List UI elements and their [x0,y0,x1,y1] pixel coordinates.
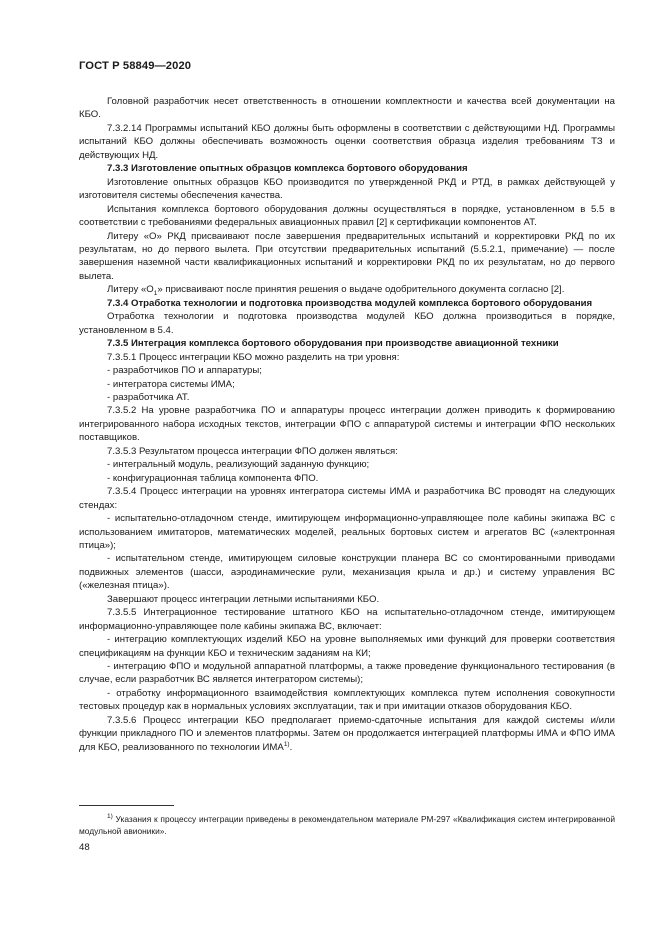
footnote [79,813,615,837]
list-item: - интегральный модуль, реализующий заданную функцию; [107,459,370,471]
paragraph: 7.3.2.14 Программы испытаний КБО должны быть оформлены в соответствии с действующими НД. Программы испытаний КБО должны обеспечивать возможность оценки соответствия образца изделия требованиям ТЗ и действующих НД. [79,122,615,161]
footnote-divider [79,805,174,806]
footnote-mark: 1) [107,813,113,821]
list-item: - конфигурационная таблица компонента ФПО. [107,472,319,484]
page-number: 48 [79,842,90,853]
paragraph: 7.3.5.2 На уровне разработчика ПО и аппаратуры процесс интеграции должен приводить к формированию интегрированного набора исходных текстов, интеграции ФПО с аппаратурой системы и интеграции ФПО нескольких поставщиков. [79,405,615,444]
list-item: - испытательно-отладочном стенде, имитирующем информационно-управляющее поле кабины экипажа ВС с использованием имитаторов, математических моделей, реальных бортовых систем и агрегатов ВС («электронная птица»); [79,513,615,551]
list-item: - интеграцию комплектующих изделий КБО на уровне выполняемых ими функций для проверки соответствия спецификациям на функции КБО и техническим заданиям на КИ; [79,634,615,659]
list-item: - интегратора системы ИМА; [107,378,235,390]
paragraph: Головной разработчик несет ответственность в отношении комплектности и качества всей документации на КБО. [79,96,615,121]
section-heading: 7.3.3 Изготовление опытных образцов комплекса бортового оборудования [107,163,468,175]
list-item: - разработчика АТ. [107,391,190,403]
document-body [79,95,615,754]
section-heading: 7.3.4 Отработка технологии и подготовка производства модулей комплекса бортового оборудования [107,297,593,309]
list-item: - испытательном стенде, имитирующем силовые конструкции планера ВС со смонтированными приводами подвижных элементов (шасси, аэродинамические рули, механизация крыла и др.) и систему управления ВС («железная птица»). [79,553,615,592]
paragraph-text: 7.3.5.6 Процесс интеграции КБО предполагает приемо-сдаточные испытания для каждой системы и/или функции прикладного ПО и элементов платформы. Затем он продолжается интеграцией платформы ИМА и ФПО ИМА для КБО, реализованного по технологии ИМА [79,714,615,753]
paragraph: Литеру «О» РКД присваивают после завершения предварительных испытаний и корректировки РКД по их результатам, но до первого вылета. При отсутствии предварительных испытаний (5.5.2.1, примечание) — после завершения наземной части квалификационных испытаний и корректировки РКД по их результатам, но до первого вылета. [79,230,615,282]
paragraph: Испытания комплекса бортового оборудования должны осуществляться в порядке, установленном в 5.5 в соответствии с требованиями федеральных авиационных правил [2] к сертификации компонентов АТ. [79,203,615,229]
list-item: - отработку информационного взаимодействия комплектующих комплекса путем исполнения совокупности тестовых процедур как в нормальных условиях эксплуатации, так и при имитации отказов оборудования КБО. [79,687,615,713]
paragraph: 7.3.5.1 Процесс интеграции КБО можно разделить на три уровня: [107,351,400,363]
list-item: - разработчиков ПО и аппаратуры; [107,365,262,377]
document-header: ГОСТ Р 58849—2020 [79,60,192,72]
paragraph [79,283,615,296]
section-heading: 7.3.5 Интеграция комплекса бортового оборудования при производстве авиационной техники [107,338,559,350]
paragraph: Изготовление опытных образцов КБО производится по утвержденной РКД и РТД, в рамках действующей у изготовителя системы обеспечения качества. [79,176,615,202]
paragraph-text: » присваивают после принятия решения о выдаче одобрительного документа согласно [2]. [157,284,565,296]
paragraph [79,714,615,754]
paragraph: Завершают процесс интеграции летными испытаниями КБО. [107,593,380,605]
paragraph: 7.3.5.3 Результатом процесса интеграции ФПО должен являться: [107,445,398,457]
footnote-text: Указания к процессу интеграции приведены в рекомендательном материале РМ-297 «Квалификация систем интегрированной модульной авионики». [79,814,615,836]
list-item: - интеграцию ФПО и модульной аппаратной платформы, а также проведение функционального тестирования (в случае, если разработчик ВС является интегратором системы); [79,661,615,686]
subscript: 1 [153,290,158,298]
paragraph: Отработка технологии и подготовка производства модулей КБО должна производиться в порядке, установленном в 5.4. [79,311,615,336]
paragraph: 7.3.5.4 Процесс интеграции на уровнях интегратора системы ИМА и разработчика ВС проводят на следующих стендах: [79,486,615,511]
paragraph-text: Литеру «О [107,284,154,296]
paragraph: 7.3.5.5 Интеграционное тестирование штатного КБО на испытательно-отладочном стенде, имитирующем информационно-управляющее поле кабины экипажа ВС, включает: [79,607,615,632]
footnote-ref[interactable]: 1) [283,740,290,748]
paragraph-text: . [289,741,293,753]
